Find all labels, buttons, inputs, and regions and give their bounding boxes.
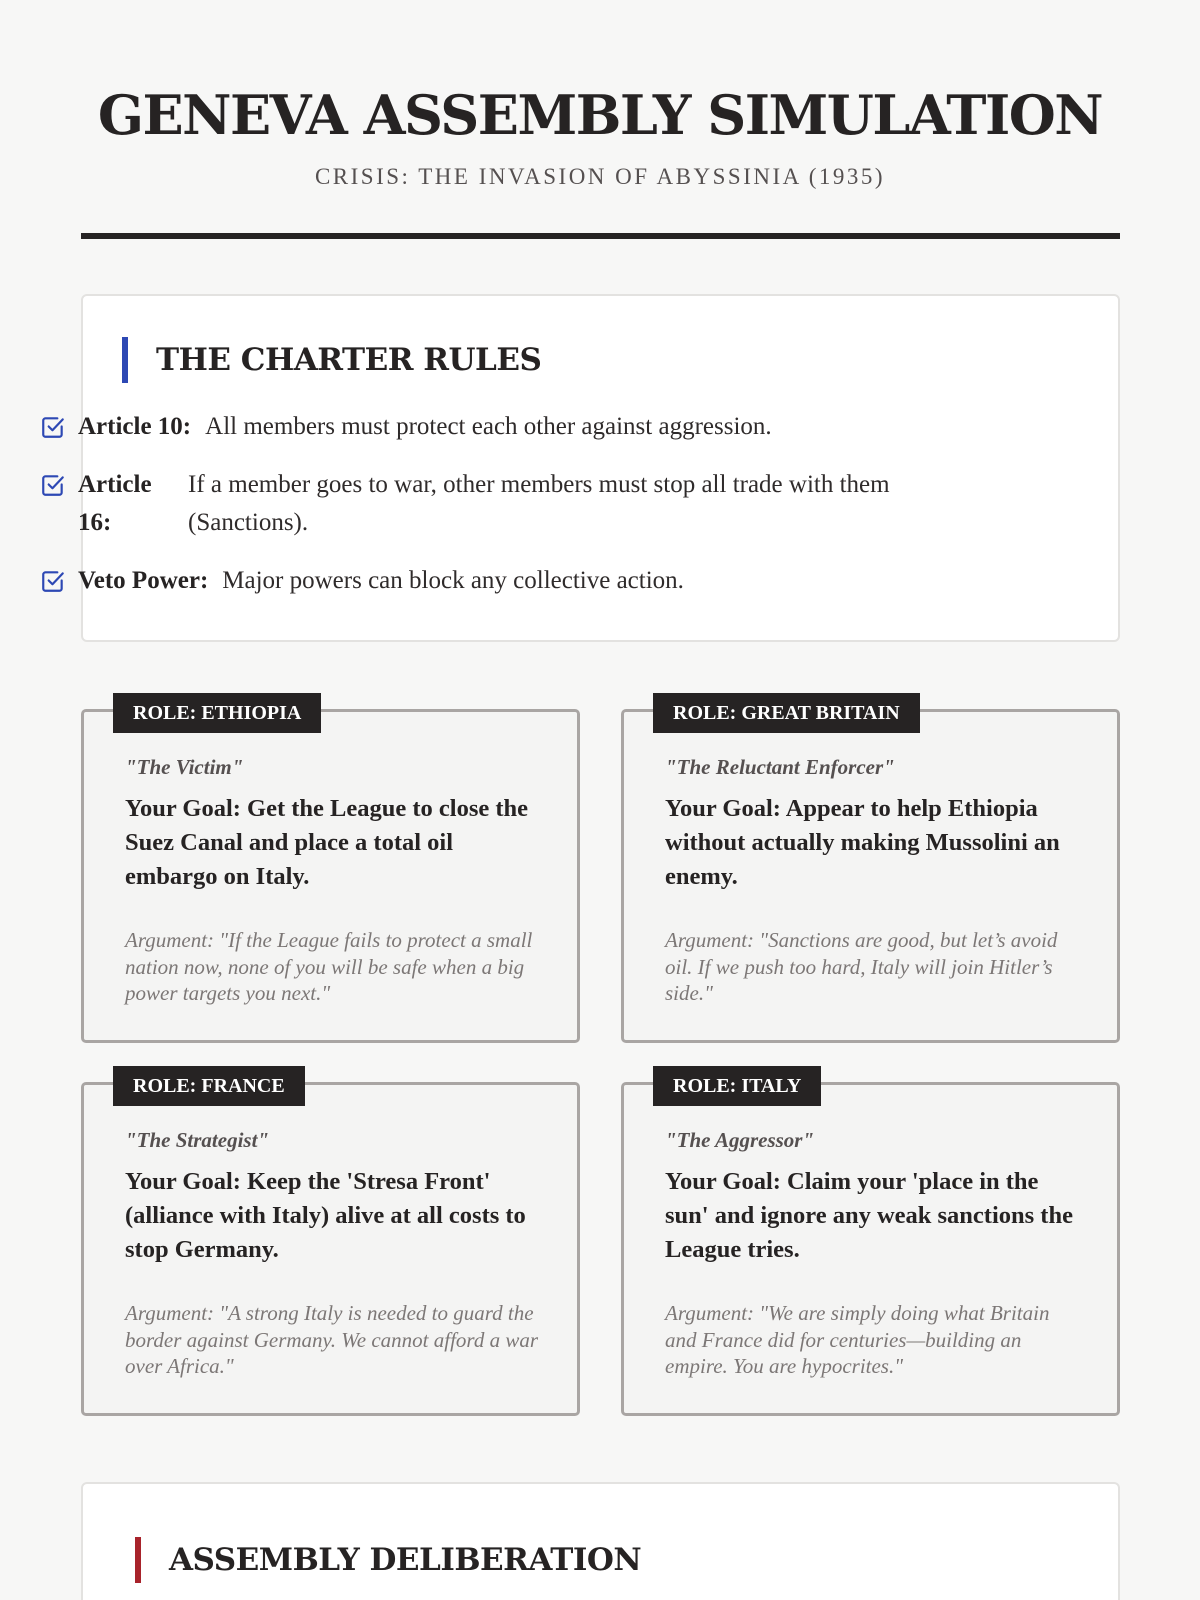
role-nickname: "The Victim" [125, 755, 244, 779]
rule-item-veto-power [40, 562, 684, 600]
page-subtitle: CRISIS: THE INVASION OF ABYSSINIA (1935) [314, 164, 886, 189]
rule-text: All members must protect each other against aggression. [205, 413, 772, 440]
role-goal: Your Goal: Appear to help Ethiopia without actually making Mussolini an enemy. [665, 795, 1060, 890]
section-title: THE CHARTER RULES [156, 342, 542, 378]
role-goal: Your Goal: Claim your 'place in the sun' and ignore any weak sanctions the League tries. [665, 1168, 1073, 1263]
role-nickname: "The Aggressor" [665, 1128, 815, 1152]
rule-item-article-10 [40, 408, 772, 446]
title-divider [81, 233, 1120, 239]
page-title: GENEVA ASSEMBLY SIMULATION [97, 83, 1103, 147]
deliberation-heading [135, 1537, 641, 1583]
role-tag: ROLE: FRANCE [113, 1066, 305, 1106]
role-tag: ROLE: ETHIOPIA [113, 693, 321, 733]
role-card-italy [621, 1075, 1120, 1416]
rule-text: If a member goes to war, other members must stop all trade with them (Sanctions). [188, 471, 890, 536]
checkbox-icon [40, 472, 66, 498]
role-card-ethiopia [81, 702, 580, 1043]
section-accent-bar [122, 337, 128, 383]
role-tag: ROLE: ITALY [653, 1066, 821, 1106]
section-title: ASSEMBLY DELIBERATION [169, 1542, 642, 1578]
checkbox-icon [40, 414, 66, 440]
charter-rules-heading [122, 337, 541, 383]
rule-label: Article 10: [78, 413, 192, 440]
rule-text: Major powers can block any collective action. [222, 567, 684, 594]
role-card-france [81, 1075, 580, 1416]
role-nickname: "The Reluctant Enforcer" [665, 755, 895, 779]
section-accent-bar [135, 1537, 141, 1583]
role-nickname: "The Strategist" [125, 1128, 270, 1152]
checkbox-icon [40, 568, 66, 594]
role-argument: Argument: "A strong Italy is needed to guard the border against Germany. We cannot afford a war over Africa." [125, 1301, 538, 1378]
role-goal: Your Goal: Keep the 'Stresa Front' (alliance with Italy) alive at all costs to stop Germany. [125, 1168, 526, 1263]
role-argument: Argument: "We are simply doing what Britain and France did for centuries—building an empire. You are hypocrites." [665, 1301, 1050, 1378]
rule-item-article-16 [40, 466, 988, 542]
rule-label: Article 16: [78, 471, 152, 536]
rule-label: Veto Power: [78, 567, 209, 594]
role-card-great-britain [621, 702, 1120, 1043]
role-argument: Argument: "Sanctions are good, but let’s avoid oil. If we push too hard, Italy will join Hitler’s side." [665, 928, 1058, 1005]
role-tag: ROLE: GREAT BRITAIN [653, 693, 920, 733]
role-goal: Your Goal: Get the League to close the Suez Canal and place a total oil embargo on Italy. [125, 795, 529, 890]
role-argument: Argument: "If the League fails to protect a small nation now, none of you will be safe when a big power targets you next." [125, 928, 533, 1005]
assembly-deliberation-card [81, 1482, 1120, 1600]
